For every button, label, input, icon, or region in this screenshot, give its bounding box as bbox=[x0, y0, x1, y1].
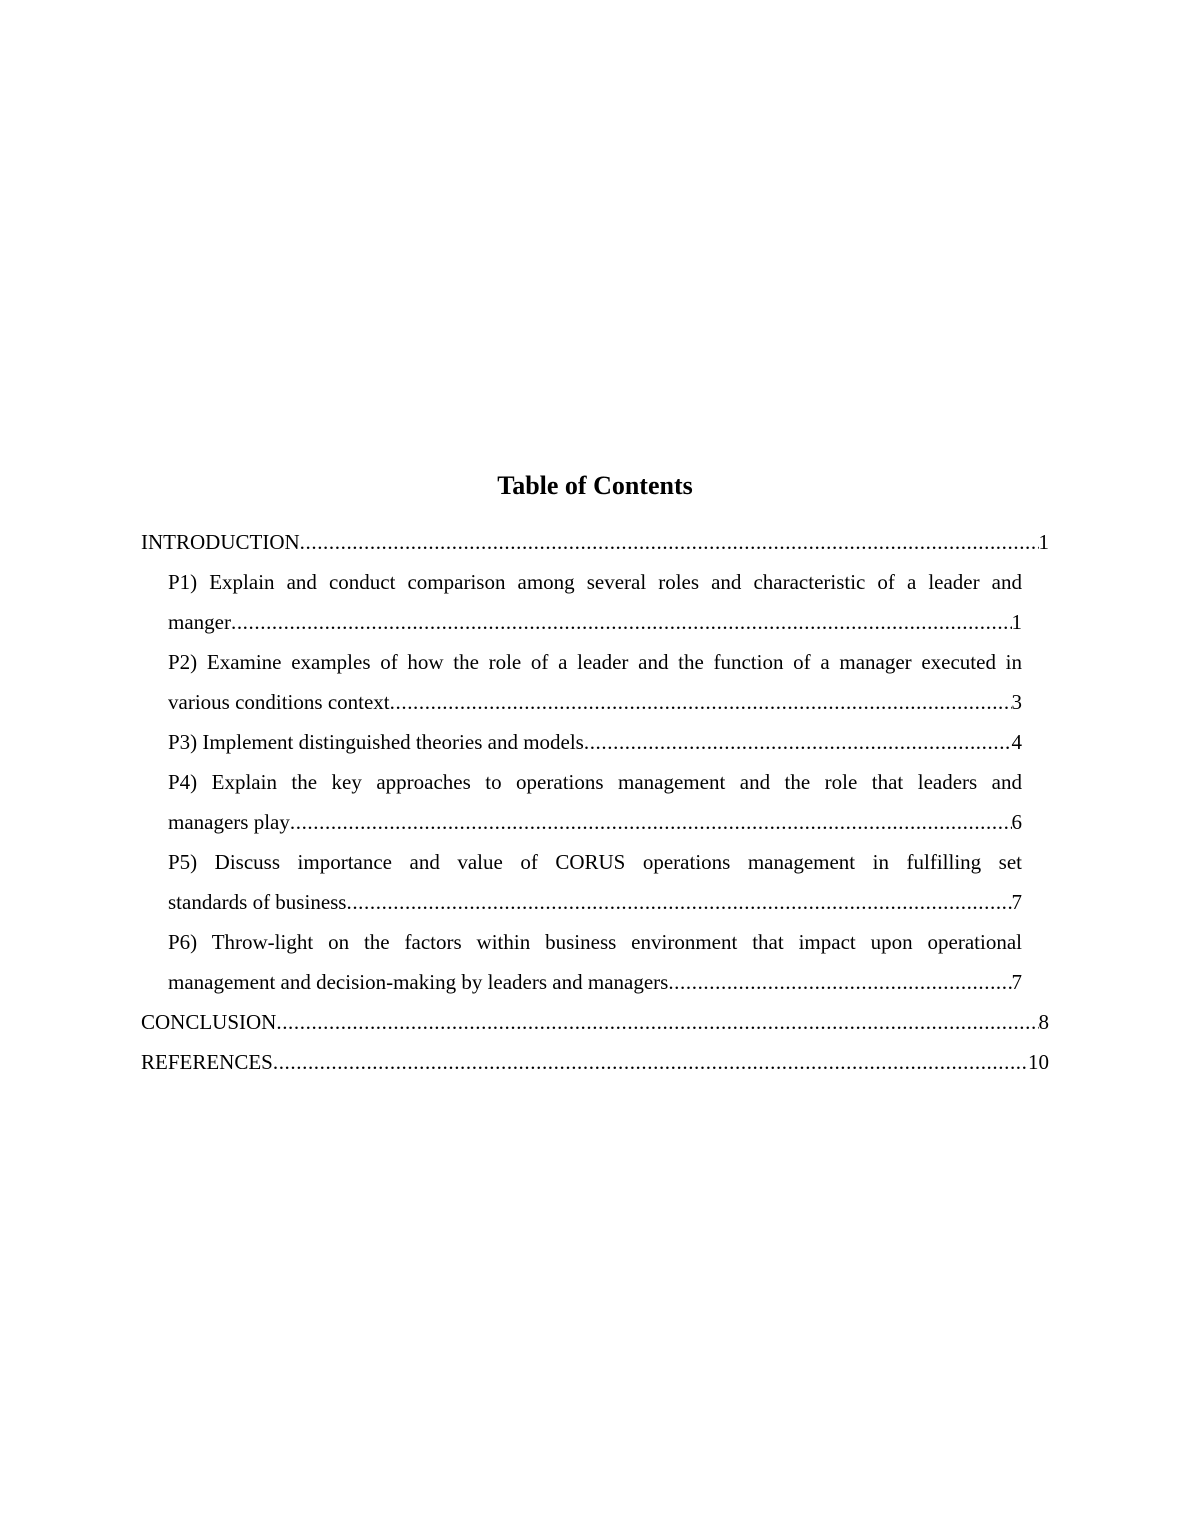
toc-page-number: 4 bbox=[1011, 730, 1022, 754]
toc-entry-leader-line bbox=[141, 1042, 1049, 1082]
toc-entry-leader-line bbox=[168, 682, 1022, 722]
toc-entry-text: INTRODUCTION bbox=[141, 530, 300, 554]
toc-dot-leader bbox=[346, 882, 1011, 922]
toc-dot-leader bbox=[668, 962, 1011, 1002]
toc-entry-text: CONCLUSION bbox=[141, 1010, 277, 1034]
toc-page-number: 10 bbox=[1028, 1050, 1049, 1074]
toc-entry-text: managers play bbox=[168, 810, 290, 834]
toc-dot-leader bbox=[390, 682, 1012, 722]
toc-dot-leader bbox=[273, 1042, 1028, 1082]
toc-entry-subheading[interactable] bbox=[168, 922, 1022, 1002]
toc-dot-leader bbox=[300, 522, 1039, 562]
toc-entry-text: P5) Discuss importance and value of CORUS operations management in fulfilling set bbox=[168, 850, 1022, 874]
toc-dot-leader bbox=[231, 602, 1012, 642]
toc-entry-subheading[interactable] bbox=[168, 722, 1022, 762]
toc-entry-subheading[interactable] bbox=[168, 762, 1022, 842]
toc-entry-text: manger bbox=[168, 610, 231, 634]
toc-list bbox=[141, 522, 1049, 1082]
toc-entry-leader-line bbox=[168, 722, 1022, 762]
toc-entry-leader-line bbox=[168, 602, 1022, 642]
toc-dot-leader bbox=[276, 1002, 1038, 1042]
toc-entry-leader-line bbox=[141, 522, 1049, 562]
toc-entry-leader-line bbox=[168, 802, 1022, 842]
toc-page-number: 3 bbox=[1011, 690, 1022, 714]
toc-entry-leader-line bbox=[141, 1002, 1049, 1042]
toc-entry-leader-line bbox=[168, 962, 1022, 1002]
toc-page-number: 6 bbox=[1011, 810, 1022, 834]
toc-entry-heading[interactable] bbox=[141, 1042, 1049, 1082]
toc-entry-text: P6) Throw-light on the factors within business environment that impact upon operational bbox=[168, 930, 1022, 954]
toc-page-number: 8 bbox=[1038, 1010, 1049, 1034]
toc-entry-heading[interactable] bbox=[141, 522, 1049, 562]
toc-entry-text: P1) Explain and conduct comparison among several roles and characteristic of a leader and bbox=[168, 570, 1022, 594]
toc-title: Table of Contents bbox=[497, 471, 693, 500]
toc-entry-text: management and decision-making by leaders and managers bbox=[168, 970, 669, 994]
toc-entry-text: P4) Explain the key approaches to operations management and the role that leaders and bbox=[168, 770, 1022, 794]
toc-page-number: 7 bbox=[1011, 970, 1022, 994]
toc-entry-heading[interactable] bbox=[141, 1002, 1049, 1042]
toc-entry-subheading[interactable] bbox=[168, 842, 1022, 922]
toc-entry-subheading[interactable] bbox=[168, 642, 1022, 722]
toc-entry-text: P3) Implement distinguished theories and models bbox=[168, 730, 584, 754]
toc-dot-leader bbox=[290, 802, 1012, 842]
toc-entry-text: P2) Examine examples of how the role of a leader and the function of a manager executed in bbox=[168, 650, 1022, 674]
toc-entry-text: various conditions context bbox=[168, 690, 390, 714]
toc-page-number: 1 bbox=[1038, 530, 1049, 554]
toc-page-number: 1 bbox=[1011, 610, 1022, 634]
toc-entry-subheading[interactable] bbox=[168, 562, 1022, 642]
toc-entry-text: REFERENCES bbox=[141, 1050, 273, 1074]
toc-page-number: 7 bbox=[1011, 890, 1022, 914]
toc-entry-leader-line bbox=[168, 882, 1022, 922]
toc-dot-leader bbox=[584, 722, 1012, 762]
toc-entry-text: standards of business bbox=[168, 890, 347, 914]
